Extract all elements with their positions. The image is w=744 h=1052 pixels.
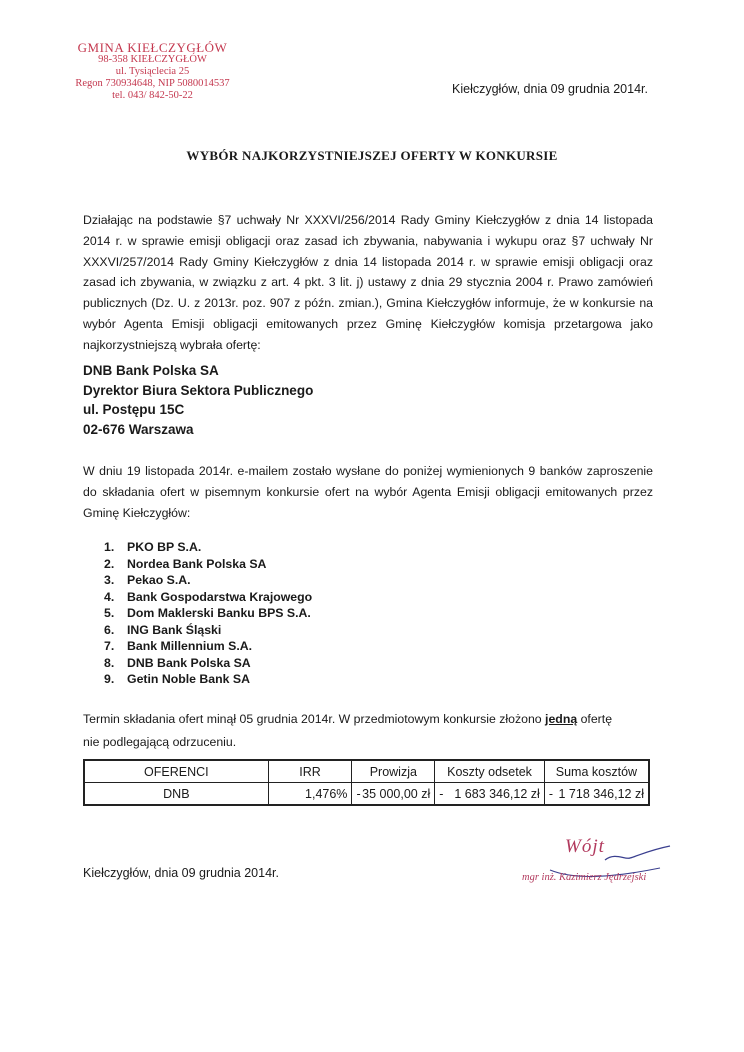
bank-name: Nordea Bank Polska SA: [127, 556, 267, 571]
list-number: 6.: [104, 622, 115, 637]
list-number: 5.: [104, 606, 115, 620]
signature-title: Wójt: [565, 836, 605, 857]
bank-name: Bank Gospodarstwa Krajowego: [127, 589, 313, 604]
column-header: Suma kosztów: [544, 760, 649, 783]
signature-stamp: [510, 830, 680, 900]
column-header: IRR: [268, 760, 352, 783]
list-number: 3.: [104, 573, 115, 587]
deadline-text: ofertę: [577, 712, 613, 726]
cell-suma: [544, 783, 649, 806]
column-header: Prowizja: [352, 760, 435, 783]
list-item: [104, 655, 312, 672]
deadline-line-2: nie podlegającą odrzuceniu.: [83, 735, 237, 749]
emphasis-word: jedną: [545, 712, 578, 726]
stamp-line: tel. 043/ 842-50-22: [112, 90, 193, 101]
list-item: [104, 556, 312, 573]
list-number: 7.: [104, 639, 115, 653]
dash: -: [548, 786, 553, 801]
list-item: [104, 638, 312, 655]
document-title: WYBÓR NAJKORZYSTNIEJSZEJ OFERTY W KONKURSIE: [186, 148, 558, 163]
address-line: DNB Bank Polska SA: [83, 363, 219, 378]
bank-name: PKO BP S.A.: [127, 540, 202, 554]
list-number: 2.: [104, 556, 115, 571]
cell-oferent: DNB: [84, 783, 268, 806]
bank-name: Pekao S.A.: [127, 573, 191, 587]
list-item: [104, 589, 312, 606]
deadline-line: [83, 708, 663, 731]
column-header: OFERENCI: [84, 760, 268, 783]
column-header: Koszty odsetek: [435, 760, 545, 783]
municipality-stamp: [60, 42, 245, 102]
list-number: 9.: [104, 672, 115, 686]
cell-value: 35 000,00 zł: [362, 786, 431, 801]
table-header-row: [84, 760, 649, 783]
list-number: 8.: [104, 655, 115, 670]
bank-name: Getin Noble Bank SA: [127, 672, 250, 686]
cell-value: 1 683 346,12 zł: [454, 786, 540, 801]
stamp-name: GMINA KIEŁCZYGŁÓW: [77, 40, 228, 55]
intro-paragraph: Działając na podstawie §7 uchwały Nr XXXVI/256/2014 Rady Gminy Kiełczygłów z dnia 14 listopada 2014 r. w sprawie emisji obligacji oraz zasad ich zbywania, nabywania i wykupu oraz §7 uchwały Nr XXXVI/257/2014 Rady Gminy Kiełczygłów z dnia 14 listopada 2014 r. w sprawie emisji obligacji oraz zasad ich zbywania, w związku z art. 4 pkt. 3 lit. j) ustawy z dnia 29 stycznia 2004 r. Prawo zamówień publicznych (Dz. U. z 2013r. poz. 907 z późn. zmian.), Gmina Kiełczygłów informuje, że w konkursie na wybór Agenta Emisji obligacji emitowanych przez Gminę Kiełczygłów komisja przetargowa jako najkorzystniejszą wybrała ofertę:: [83, 213, 653, 352]
bank-name: DNB Bank Polska SA: [127, 655, 251, 670]
address-line: Dyrektor Biura Sektora Publicznego: [83, 382, 314, 398]
offers-table: [83, 759, 650, 806]
address-line: ul. Postępu 15C: [83, 402, 185, 417]
list-item: [104, 539, 312, 556]
bank-name: Dom Maklerski Banku BPS S.A.: [127, 606, 311, 620]
invitation-paragraph: W dniu 19 listopada 2014r. e-mailem zostało wysłane do poniżej wymienionych 9 banków zaproszenie do składania ofert w pisemnym konkursie ofert na wybór Agenta Emisji obligacji emitowanych przez Gminę Kiełczygłów:: [83, 464, 653, 520]
date-header: Kiełczygłów, dnia 09 grudnia 2014r.: [452, 82, 648, 96]
deadline-text: Termin składania ofert minął 05 grudnia 2014r. W przedmiotowym konkursie złożono: [83, 712, 546, 726]
table-row: [84, 783, 649, 806]
cell-irr: 1,476%: [268, 783, 352, 806]
address-line: 02-676 Warszawa: [83, 421, 194, 437]
list-number: 1.: [104, 540, 115, 554]
stamp-line: Regon 730934648, NIP 5080014537: [75, 78, 230, 89]
dash: -: [356, 786, 361, 801]
deadline-paragraph: [83, 708, 663, 754]
bank-name: Bank Millennium S.A.: [127, 639, 253, 653]
dash: -: [439, 786, 444, 801]
bank-name: ING Bank Śląski: [127, 622, 222, 637]
list-item: [104, 605, 312, 622]
list-item: [104, 671, 312, 688]
list-item: [104, 572, 312, 589]
list-number: 4.: [104, 589, 115, 604]
stamp-line: ul. Tysiąclecia 25: [115, 66, 190, 77]
list-item: [104, 622, 312, 639]
cell-value: 1 718 346,12 zł: [558, 786, 644, 801]
signature-name: mgr inż. Kazimierz Jędrzejski: [522, 872, 647, 883]
stamp-line: 98-358 KIEŁCZYGŁÓW: [98, 54, 207, 65]
date-footer: Kiełczygłów, dnia 09 grudnia 2014r.: [83, 866, 279, 880]
selected-offer-address: [83, 361, 313, 439]
cell-koszty: [435, 783, 545, 806]
cell-prowizja: [352, 783, 435, 806]
banks-list: [104, 539, 312, 688]
